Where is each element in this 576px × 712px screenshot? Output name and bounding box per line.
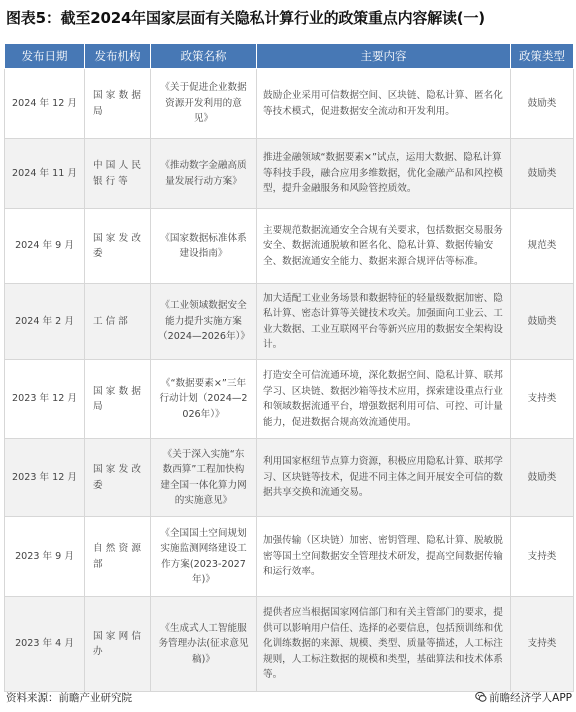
cell-policy-name: 《关于深入实施“东数西算”工程加快构建全国一体化算力网的实施意见》 xyxy=(151,439,257,517)
cell-date: 2023 年 12 月 xyxy=(5,439,85,517)
column-header-name: 政策名称 xyxy=(151,44,257,69)
cell-policy-name: 《“数据要素×”三年行动计划（2024—2026年）》 xyxy=(151,360,257,439)
footer xyxy=(6,689,572,707)
brand-name: 前瞻经济学人APP xyxy=(489,692,572,704)
cell-policy-name: 《工业领域数据安全能力提升实施方案（2024—2026年）》 xyxy=(151,284,257,360)
cell-type: 规范类 xyxy=(511,209,574,284)
table-row xyxy=(5,360,574,439)
cell-type: 鼓励类 xyxy=(511,284,574,360)
source-note: 资料来源：前瞻产业研究院 xyxy=(6,692,132,704)
cell-policy-name: 《全国国土空间规划实施监测网络建设工作方案(2023-2027年)》 xyxy=(151,517,257,597)
cell-policy-name: 《生成式人工智能服务管理办法(征求意见稿)》 xyxy=(151,597,257,692)
cell-type: 鼓励类 xyxy=(511,139,574,209)
cell-type: 鼓励类 xyxy=(511,69,574,139)
cell-date: 2023 年 12 月 xyxy=(5,360,85,439)
cell-policy-name: 《推动数字金融高质量发展行动方案》 xyxy=(151,139,257,209)
cell-date: 2024 年 12 月 xyxy=(5,69,85,139)
table-row xyxy=(5,597,574,692)
table-row xyxy=(5,284,574,360)
cell-content: 加强传输（区块链）加密、密钥管理、隐私计算、脱敏脱密等国土空间数据安全管理技术研发，提高空间数据传输和运行效率。 xyxy=(257,517,511,597)
cell-date: 2024 年 11 月 xyxy=(5,139,85,209)
table-row xyxy=(5,439,574,517)
cell-agency: 国家发改委 xyxy=(85,439,151,517)
table-header-row xyxy=(5,44,574,69)
cell-content: 主要规范数据流通安全合规有关要求，包括数据交易服务安全、数据流通脱敏和匿名化、隐私计算、数据传输安全、数据流通安全能力、数据来源合规评估等标准。 xyxy=(257,209,511,284)
column-header-content: 主要内容 xyxy=(257,44,511,69)
table-row xyxy=(5,139,574,209)
column-header-type: 政策类型 xyxy=(511,44,574,69)
cell-date: 2023 年 9 月 xyxy=(5,517,85,597)
cell-policy-name: 《关于促进企业数据资源开发利用的意见》 xyxy=(151,69,257,139)
cell-content: 推进金融领域“数据要素×”试点，运用大数据、隐私计算等科技手段，融合应用多维数据，优化金融产品和风控模型，提升金融服务和风险管控质效。 xyxy=(257,139,511,209)
cell-content: 打造安全可信流通环境，深化数据空间、隐私计算、联邦学习、区块链、数据沙箱等技术应用，探索建设重点行业和领域数据流通平台，增强数据利用可信、可控、可计量能力，促进数据合规高效流通使用。 xyxy=(257,360,511,439)
policy-table xyxy=(4,43,574,692)
cell-agency: 工信部 xyxy=(85,284,151,360)
column-header-date: 发布日期 xyxy=(5,44,85,69)
cell-policy-name: 《国家数据标准体系建设指南》 xyxy=(151,209,257,284)
wechat-icon xyxy=(475,691,487,703)
cell-agency: 国家数据局 xyxy=(85,360,151,439)
cell-agency: 国家发改委 xyxy=(85,209,151,284)
cell-agency: 中国人民银行等 xyxy=(85,139,151,209)
page-title: 图表5：截至2024年国家层面有关隐私计算行业的政策重点内容解读(一) xyxy=(6,9,485,27)
table-row xyxy=(5,209,574,284)
cell-content: 利用国家枢纽节点算力资源，积极应用隐私计算、联邦学习、区块链等技术，促进不同主体之间开展安全可信的数据共享交换和流通交易。 xyxy=(257,439,511,517)
cell-agency: 国家数据局 xyxy=(85,69,151,139)
cell-type: 支持类 xyxy=(511,360,574,439)
cell-date: 2024 年 2 月 xyxy=(5,284,85,360)
cell-type: 支持类 xyxy=(511,517,574,597)
cell-date: 2023 年 4 月 xyxy=(5,597,85,692)
column-header-agency: 发布机构 xyxy=(85,44,151,69)
cell-type: 鼓励类 xyxy=(511,439,574,517)
cell-agency: 自然资源部 xyxy=(85,517,151,597)
table-row xyxy=(5,517,574,597)
cell-agency: 国家网信办 xyxy=(85,597,151,692)
table-row xyxy=(5,69,574,139)
cell-content: 加大适配工业业务场景和数据特征的轻量级数据加密、隐私计算、密态计算等关键技术攻关。加强面向工业云、工业大数据、工业互联网平台等新兴应用的数据安全架构设计。 xyxy=(257,284,511,360)
cell-content: 提供者应当根据国家网信部门和有关主管部门的要求，提供可以影响用户信任、选择的必要信息，包括预训练和优化训练数据的来源、规模、类型、质量等描述，人工标注规则，人工标注数据的规模和类型，基础算法和技术体系等。 xyxy=(257,597,511,692)
cell-date: 2024 年 9 月 xyxy=(5,209,85,284)
cell-content: 鼓励企业采用可信数据空间、区块链、隐私计算、匿名化等技术模式，促进数据安全流动和开发利用。 xyxy=(257,69,511,139)
cell-type: 支持类 xyxy=(511,597,574,692)
brand-credit xyxy=(475,689,572,707)
